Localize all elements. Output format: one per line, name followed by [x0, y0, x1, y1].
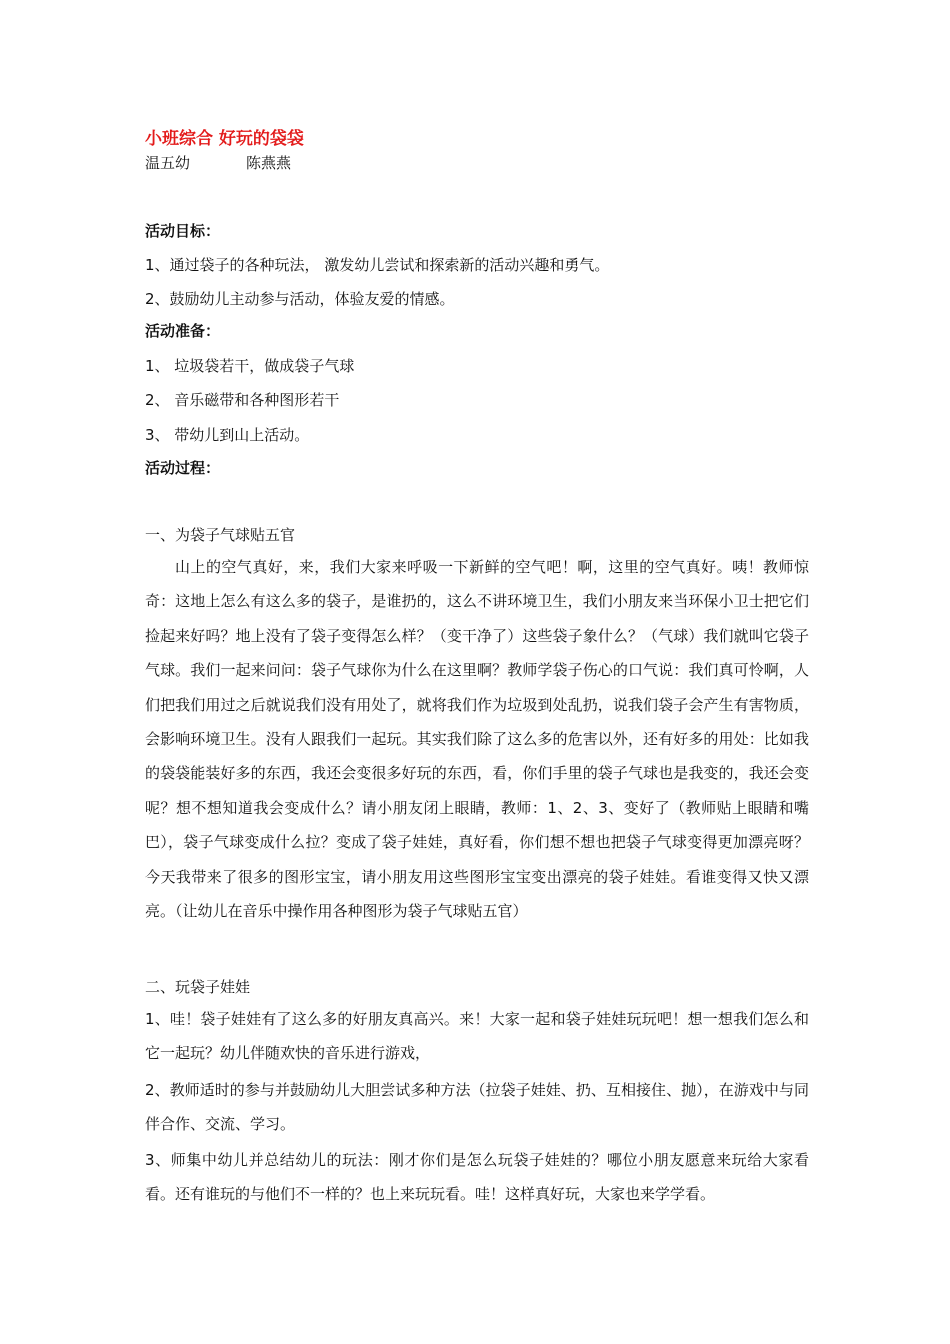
preparation-item: 3、 带幼儿到山上活动。	[145, 426, 310, 444]
school-name: 温五幼	[145, 154, 191, 172]
preparation-item: 2、 音乐磁带和各种图形若干	[145, 391, 340, 409]
section-item: 1、哇！袋子娃娃有了这么多的好朋友真高兴。来！大家一起和袋子娃娃玩玩吧！想一想我们怎么和它一起玩？幼儿伴随欢快的音乐进行游戏，	[145, 1010, 809, 1063]
preparation-item: 1、 垃圾袋若干，做成袋子气球	[145, 357, 355, 375]
goals-heading: 活动目标：	[145, 222, 221, 240]
section-heading: 一、为袋子气球贴五官	[145, 526, 296, 544]
preparation-heading: 活动准备：	[145, 322, 221, 340]
byline	[145, 152, 291, 173]
author-name: 陈燕燕	[246, 154, 292, 172]
section-heading: 二、玩袋子娃娃	[145, 978, 251, 996]
section-item: 2、教师适时的参与并鼓励幼儿大胆尝试多种方法（拉袋子娃娃、扔、互相接住、抛），在游戏中与同伴合作、交流、学习。	[145, 1081, 809, 1134]
section-item: 3、师集中幼儿并总结幼儿的玩法：刚才你们是怎么玩袋子娃娃的？哪位小朋友愿意来玩给大家看看。还有谁玩的与他们不一样的？也上来玩玩看。哇！这样真好玩，大家也来学学看。	[145, 1151, 809, 1204]
goal-item: 1、通过袋子的各种玩法， 激发幼儿尝试和探索新的活动兴趣和勇气。	[145, 256, 610, 274]
goal-item: 2、鼓励幼儿主动参与活动，体验友爱的情感。	[145, 290, 455, 308]
document-title: 小班综合 好玩的袋袋	[145, 129, 304, 149]
process-heading: 活动过程：	[145, 459, 221, 477]
section-paragraph: 山上的空气真好，来，我们大家来呼吸一下新鲜的空气吧！啊，这里的空气真好。咦！教师惊奇：这地上怎么有这么多的袋子，是谁扔的，这么不讲环境卫生，我们小朋友来当环保小卫士把它们捡起来好吗？地上没有了袋子变得怎么样？（变干净了）这些袋子象什么？（气球）我们就叫它袋子气球。我们一起来问问：袋子气球你为什么在这里啊？教师学袋子伤心的口气说：我们真可怜啊，人们把我们用过之后就说我们没有用处了，就将我们作为垃圾到处乱扔，说我们袋子会产生有害物质，会影响环境卫生。没有人跟我们一起玩。其实我们除了这么多的危害以外，还有好多的用处：比如我的袋袋能装好多的东西，我还会变很多好玩的东西，看，你们手里的袋子气球也是我变的，我还会变呢？想不想知道我会变成什么？请小朋友闭上眼睛，教师：1、2、3、变好了（教师贴上眼睛和嘴巴），袋子气球变成什么拉？变成了袋子娃娃，真好看，你们想不想也把袋子气球变得更加漂亮呀？今天我带来了很多的图形宝宝，请小朋友用这些图形宝宝变出漂亮的袋子娃娃。看谁变得又快又漂亮。（让幼儿在音乐中操作用各种图形为袋子气球贴五官）	[145, 558, 809, 921]
